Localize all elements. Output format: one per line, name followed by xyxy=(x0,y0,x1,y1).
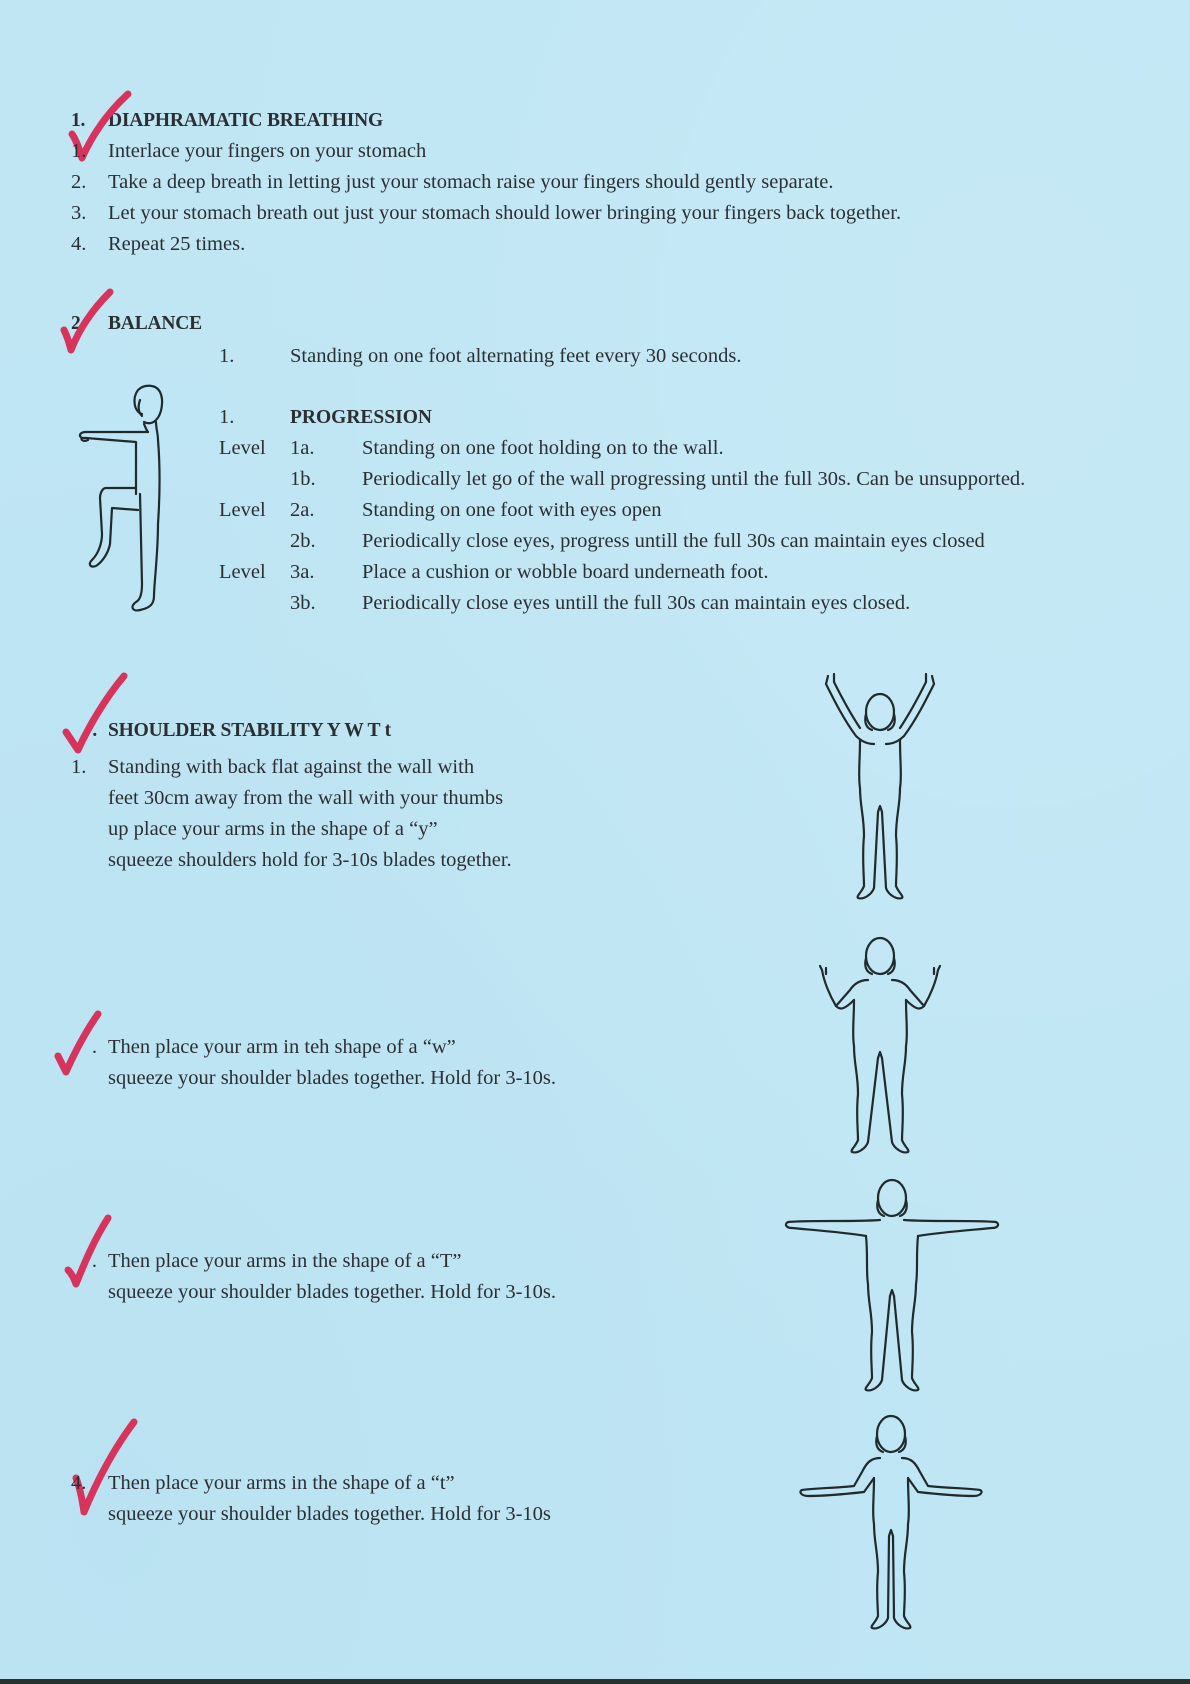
list-item xyxy=(71,198,901,229)
step-text: feet 30cm away from the wall with your thumbs xyxy=(108,787,504,809)
step-text: Repeat 25 times. xyxy=(108,233,246,255)
table-row xyxy=(219,433,1025,464)
step-number: . xyxy=(91,1250,97,1272)
level-code: 1a. xyxy=(290,437,315,459)
level-text: Standing on one foot with eyes open xyxy=(362,499,662,521)
table-row xyxy=(219,588,1025,619)
section-title: SHOULDER STABILITY Y W T t xyxy=(108,720,391,741)
step-number: 3. xyxy=(71,202,87,224)
step-text: squeeze your shoulder blades together. Hold for 3-10s xyxy=(108,1503,551,1525)
table-row xyxy=(219,557,1025,588)
section-heading-breathing xyxy=(71,110,383,132)
list-item xyxy=(71,1468,551,1499)
step-number: 1. xyxy=(71,756,87,778)
page-bottom-edge xyxy=(0,1679,1190,1684)
step-number: 1. xyxy=(219,345,235,367)
y-pose-figure xyxy=(820,666,940,906)
step-number: 4. xyxy=(71,233,87,255)
list-item xyxy=(71,1277,556,1308)
shoulder-step-w xyxy=(71,1032,556,1094)
checkmark-icon xyxy=(58,670,138,760)
step-text: Standing on one foot alternating feet every 30 seconds. xyxy=(290,345,742,367)
level-label: Level xyxy=(219,499,266,521)
list-item xyxy=(71,845,512,876)
section-number: . xyxy=(92,720,97,741)
section-number: 2. xyxy=(71,313,86,334)
step-text: Interlace your fingers on your stomach xyxy=(108,140,427,162)
step-text: Then place your arm in teh shape of a “w” xyxy=(108,1036,456,1058)
level-label: Level xyxy=(219,561,266,583)
step-number: 4. xyxy=(71,1472,87,1494)
list-item xyxy=(71,783,512,814)
list-item xyxy=(71,1499,551,1530)
table-row xyxy=(219,495,1025,526)
progression-number: 1. xyxy=(219,406,235,428)
step-text: Take a deep breath in letting just your stomach raise your fingers should gently separate. xyxy=(108,171,834,193)
level-code: 3a. xyxy=(290,561,315,583)
list-item xyxy=(71,1063,556,1094)
level-code: 1b. xyxy=(290,468,316,490)
list-item xyxy=(71,814,512,845)
shoulder-step-t xyxy=(71,1246,556,1308)
step-text: up place your arms in the shape of a “y” xyxy=(108,818,438,840)
progression-heading xyxy=(219,402,432,433)
step-text: Standing with back flat against the wall with xyxy=(108,756,475,778)
list-item xyxy=(71,1032,556,1063)
breathing-steps xyxy=(71,136,901,260)
table-row xyxy=(219,464,1025,495)
level-label: Level xyxy=(219,437,266,459)
section-heading-shoulder xyxy=(71,720,391,742)
section-title: BALANCE xyxy=(108,313,202,334)
list-item xyxy=(71,136,901,167)
progression-title: PROGRESSION xyxy=(290,407,432,428)
level-text: Periodically close eyes untill the full 30s can maintain eyes closed. xyxy=(362,592,911,614)
small-t-pose-figure xyxy=(796,1408,986,1634)
section-heading-balance xyxy=(71,313,202,335)
progression-table xyxy=(219,433,1025,619)
level-text: Periodically let go of the wall progressing until the full 30s. Can be unsupported. xyxy=(362,468,1026,490)
level-text: Periodically close eyes, progress untill the full 30s can maintain eyes closed xyxy=(362,530,985,552)
t-pose-figure xyxy=(782,1172,1002,1398)
step-number: . xyxy=(91,1036,97,1058)
step-text: Then place your arms in the shape of a “T” xyxy=(108,1250,462,1272)
step-number: 2. xyxy=(71,171,87,193)
list-item xyxy=(71,229,901,260)
level-text: Standing on one foot holding on to the wall. xyxy=(362,437,724,459)
step-text: Then place your arms in the shape of a “t” xyxy=(108,1472,455,1494)
level-code: 3b. xyxy=(290,592,316,614)
step-text: Let your stomach breath out just your stomach should lower bringing your fingers back together. xyxy=(108,202,902,224)
step-text: squeeze your shoulder blades together. Hold for 3-10s. xyxy=(108,1067,557,1089)
level-code: 2b. xyxy=(290,530,316,552)
w-pose-figure xyxy=(810,930,950,1160)
step-text: squeeze shoulders hold for 3-10s blades together. xyxy=(108,849,512,871)
balance-step xyxy=(219,341,741,372)
step-text: squeeze your shoulder blades together. Hold for 3-10s. xyxy=(108,1281,557,1303)
table-row xyxy=(219,526,1025,557)
level-text: Place a cushion or wobble board underneath foot. xyxy=(362,561,769,583)
list-item xyxy=(71,167,901,198)
shoulder-step-y xyxy=(71,752,512,876)
section-title: DIAPHRAMATIC BREATHING xyxy=(108,110,383,131)
level-code: 2a. xyxy=(290,499,315,521)
section-number: 1. xyxy=(71,110,86,131)
list-item xyxy=(71,752,512,783)
shoulder-step-small-t xyxy=(71,1468,551,1530)
standing-on-one-leg-figure xyxy=(76,384,186,614)
step-number: 1. xyxy=(71,140,87,162)
list-item xyxy=(71,1246,556,1277)
